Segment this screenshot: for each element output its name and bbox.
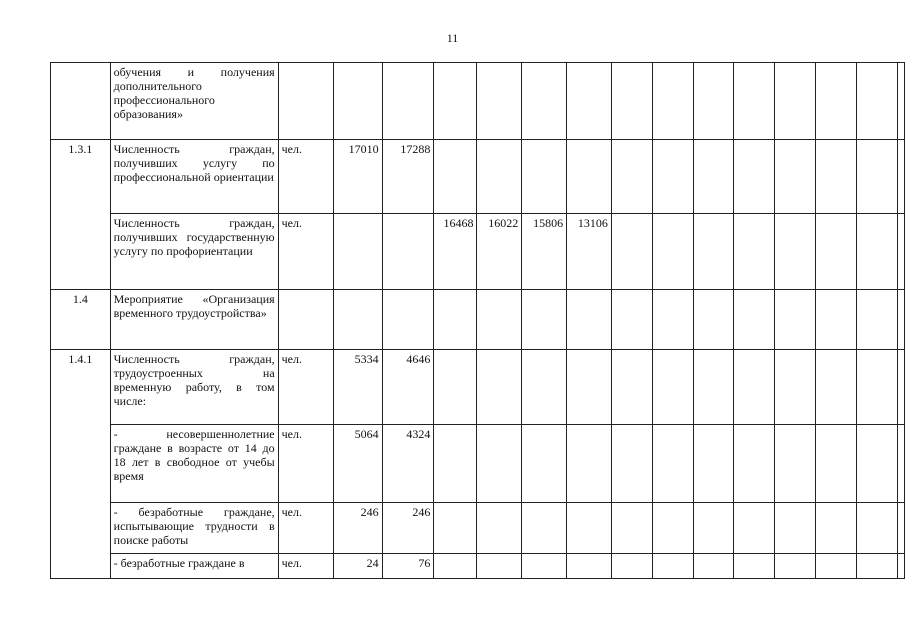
value-cell [477,140,522,214]
description-cell: обучения и получения дополнительного профессионального образования» [110,63,278,140]
value-cell [857,63,898,140]
value-cell [611,425,652,503]
value-cell [816,290,857,350]
description-cell: Численность граждан, получивших государственную услугу по профориентации [110,214,278,290]
unit-cell: чел. [278,350,334,425]
value-cell: 4646 [382,350,434,425]
value-cell [857,554,898,579]
row-number-cell [51,63,111,140]
table-row [51,290,905,350]
value-cell [522,503,567,554]
value-cell [693,425,734,503]
value-cell [734,290,775,350]
table-row [51,350,905,425]
value-cell [434,63,477,140]
value-cell [734,554,775,579]
value-cell [567,140,612,214]
value-cell [775,350,816,425]
value-cell [857,350,898,425]
indicator-table [50,62,905,579]
description-cell: - несовершеннолетние граждане в возрасте от 14 до 18 лет в свободное от учебы время [110,425,278,503]
row-number-cell: 1.3.1 [51,140,111,290]
value-cell [522,63,567,140]
value-cell [652,140,693,214]
value-cell [775,214,816,290]
unit-cell [278,63,334,140]
value-cell [816,503,857,554]
value-cell [434,425,477,503]
value-cell [775,140,816,214]
value-cell [734,140,775,214]
description-cell: Численность граждан, трудоустроенных на временную работу, в том числе: [110,350,278,425]
value-cell [652,63,693,140]
value-cell [611,63,652,140]
value-cell [477,63,522,140]
description-cell: - безработные граждане в [110,554,278,579]
value-cell [522,350,567,425]
value-cell [477,350,522,425]
value-cell: 5064 [334,425,382,503]
value-cell [477,290,522,350]
row-number-cell: 1.4.1 [51,350,111,579]
description-cell: - безработные граждане, испытывающие трудности в поиске работы [110,503,278,554]
value-cell [382,214,434,290]
value-cell [567,290,612,350]
value-cell: 246 [334,503,382,554]
value-cell [898,554,905,579]
value-cell [734,503,775,554]
value-cell [816,425,857,503]
value-cell [652,554,693,579]
page-number: 11 [446,31,459,45]
value-cell [477,503,522,554]
value-cell [652,214,693,290]
value-cell [857,290,898,350]
value-cell: 16022 [477,214,522,290]
value-cell [567,425,612,503]
value-cell [477,554,522,579]
value-cell [522,425,567,503]
value-cell [382,63,434,140]
value-cell [611,554,652,579]
value-cell [522,290,567,350]
value-cell: 24 [334,554,382,579]
value-cell [857,214,898,290]
table-row [51,140,905,214]
value-cell [816,63,857,140]
table-row [51,63,905,140]
value-cell [857,140,898,214]
value-cell [816,350,857,425]
value-cell [857,425,898,503]
value-cell [734,63,775,140]
unit-cell: чел. [278,425,334,503]
value-cell [334,290,382,350]
table-row [51,425,905,503]
value-cell [775,425,816,503]
value-cell [434,140,477,214]
value-cell [522,554,567,579]
value-cell [652,350,693,425]
value-cell [816,554,857,579]
value-cell [693,140,734,214]
value-cell [611,503,652,554]
value-cell [611,214,652,290]
value-cell [775,63,816,140]
value-cell [898,290,905,350]
table-row [51,214,905,290]
value-cell [898,140,905,214]
value-cell [567,554,612,579]
value-cell [334,63,382,140]
value-cell [434,350,477,425]
value-cell [693,290,734,350]
value-cell [693,63,734,140]
value-cell [652,503,693,554]
value-cell [382,290,434,350]
value-cell [775,554,816,579]
value-cell: 5334 [334,350,382,425]
value-cell [775,503,816,554]
unit-cell [278,290,334,350]
value-cell [898,425,905,503]
value-cell: 17010 [334,140,382,214]
value-cell: 17288 [382,140,434,214]
unit-cell: чел. [278,214,334,290]
value-cell [652,290,693,350]
value-cell [816,214,857,290]
value-cell [734,350,775,425]
value-cell [567,503,612,554]
unit-cell: чел. [278,140,334,214]
value-cell [693,503,734,554]
value-cell [693,554,734,579]
value-cell [734,214,775,290]
value-cell: 4324 [382,425,434,503]
value-cell [434,554,477,579]
value-cell: 76 [382,554,434,579]
value-cell [775,290,816,350]
value-cell: 15806 [522,214,567,290]
value-cell [857,503,898,554]
value-cell [611,290,652,350]
unit-cell: чел. [278,554,334,579]
value-cell [567,63,612,140]
table-row [51,554,905,579]
value-cell [898,63,905,140]
value-cell: 246 [382,503,434,554]
row-number-cell: 1.4 [51,290,111,350]
value-cell [693,214,734,290]
value-cell [434,503,477,554]
value-cell [898,503,905,554]
table-row [51,503,905,554]
value-cell: 16468 [434,214,477,290]
unit-cell: чел. [278,503,334,554]
value-cell [567,350,612,425]
value-cell [734,425,775,503]
value-cell: 13106 [567,214,612,290]
value-cell [334,214,382,290]
value-cell [898,350,905,425]
value-cell [816,140,857,214]
value-cell [477,425,522,503]
value-cell [522,140,567,214]
value-cell [652,425,693,503]
value-cell [898,214,905,290]
value-cell [611,350,652,425]
description-cell: Численность граждан, получивших услугу по профессиональной ориентации [110,140,278,214]
value-cell [611,140,652,214]
value-cell [434,290,477,350]
value-cell [693,350,734,425]
description-cell: Мероприятие «Организация временного трудоустройства» [110,290,278,350]
